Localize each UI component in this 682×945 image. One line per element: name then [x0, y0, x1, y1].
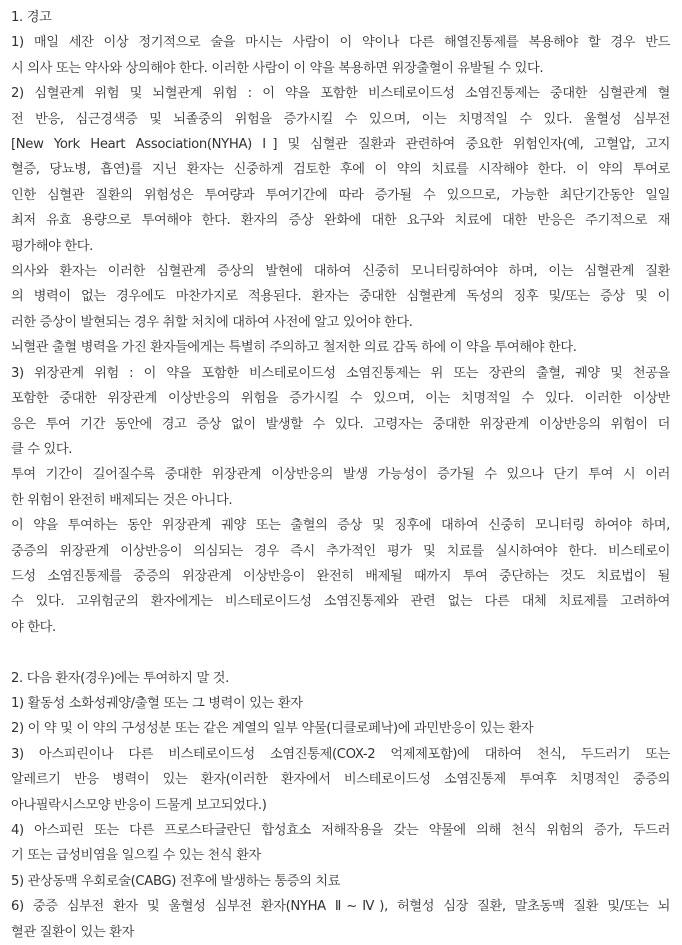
text-line: 이 약을 투여하는 동안 위장관계 궤양 또는 출혈의 증상 및 징후에 대하여 신중히 모니터링 하여야 하며, [11, 518, 670, 534]
text-line: 의사와 환자는 이러한 심혈관계 증상의 발현에 대하여 신중히 모니터링하여야 하며, 이는 심혈관계 질환 [11, 264, 670, 280]
text-line: 최저 유효 용량으로 투여해야 한다. 환자의 증상 완화에 대한 요구와 치료에 대한 반응은 주기적으로 재 [11, 213, 670, 229]
text-line: 한 위험이 완전히 배제되는 것은 아니다. [11, 492, 233, 508]
section-warnings [11, 5, 670, 640]
text-line: [New York Heart Association(NYHA) Ⅰ] 및 심혈관 질환과 관련하여 중요한 위험인자(예, 고혈압, 고지 [11, 137, 670, 153]
text-line: 야 한다. [11, 619, 56, 635]
text-line: 투여 기간이 길어질수록 중대한 위장관계 이상반응의 발생 가능성이 증가될 수 있으나 단기 투여 시 이러 [11, 467, 670, 483]
text-line: 중증의 위장관계 이상반응이 의심되는 경우 즉시 추가적인 평가 및 치료를 실시하여야 한다. 비스테로이 [11, 543, 670, 559]
section-contraindications [11, 666, 670, 945]
text-line: 인한 심혈관 질환의 위험성은 투여량과 투여기간에 따라 증가될 수 있으므로, 가능한 최단기간동안 일일 [11, 187, 670, 203]
text-line: 아나필락시스모양 반응이 드물게 보고되었다.) [11, 797, 267, 813]
text-line: 시 의사 또는 약사와 상의해야 한다. 이러한 사람이 이 약을 복용하면 위장출혈이 유발될 수 있다. [11, 60, 544, 76]
text-line: 러한 증상이 발현되는 경우 취할 처치에 대하여 사전에 알고 있어야 한다. [11, 314, 413, 330]
text-line: 2. 다음 환자(경우)에는 투여하지 말 것. [11, 670, 229, 686]
text-line: 의 병력이 없는 경우에도 마찬가지로 적용된다. 환자는 중대한 심혈관계 독성의 징후 및/또는 증상 및 이 [11, 289, 670, 305]
text-line: 6) 중증 심부전 환자 및 울혈성 심부전 환자(NYHA Ⅱ~Ⅳ), 허혈성 심장 질환, 말초동맥 질환 및/또는 뇌 [11, 899, 670, 915]
text-line: 클 수 있다. [11, 441, 73, 457]
text-line: 3) 위장관계 위험 : 이 약을 포함한 비스테로이드성 소염진통제는 위 또는 장관의 출혈, 궤양 및 천공을 [11, 365, 670, 381]
text-line: 뇌혈관 출혈 병력을 가진 환자들에게는 특별히 주의하고 철저한 의료 감독 하에 이 약을 투여해야 한다. [11, 340, 577, 356]
text-line: 평가해야 한다. [11, 238, 94, 254]
text-line: 3) 아스피린이나 다른 비스테로이드성 소염진통제(COX-2 억제제포함)에 대하여 천식, 두드러기 또는 [11, 746, 670, 762]
text-line: 혈증, 당뇨병, 흡연)를 지닌 환자는 신중하게 검토한 후에 이 약의 치료를 시작해야 한다. 이 약의 투여로 [11, 162, 670, 178]
text-line: 5) 관상동맥 우회로술(CABG) 전후에 발생하는 통증의 치료 [11, 873, 341, 889]
text-line: 알레르기 반응 병력이 있는 환자(이러한 환자에서 비스테로이드성 소염진통제 투여후 치명적인 중증의 [11, 772, 670, 788]
text-line: 1) 매일 세잔 이상 정기적으로 술을 마시는 사람이 이 약이나 다른 해열진통제를 복용해야 할 경우 반드 [11, 35, 670, 51]
text-line: 드성 소염진통제를 중증의 위장관계 이상반응이 완전히 배제될 때까지 투여 중단하는 것도 치료법이 될 [11, 568, 670, 584]
text-line: 1) 활동성 소화성궤양/출혈 또는 그 병력이 있는 환자 [11, 695, 303, 711]
text-line: 기 또는 급성비염을 일으킬 수 있는 천식 환자 [11, 848, 261, 864]
text-line: 1. 경고 [11, 10, 52, 25]
text-line: 포함한 중대한 위장관계 이상반응의 위험을 증가시킬 수 있으며, 이는 치명적일 수 있다. 이러한 이상반 [11, 391, 670, 407]
text-line: 혈관 질환이 있는 환자 [11, 924, 135, 940]
text-line: 2) 심혈관계 위험 및 뇌혈관계 위험 : 이 약을 포함한 비스테로이드성 소염진통제는 중대한 심혈관계 혈 [11, 86, 670, 102]
text-line: 4) 아스피린 또는 다른 프로스타글란딘 합성효소 저해작용을 갖는 약물에 의해 천식 위험의 증가, 두드러 [11, 822, 670, 838]
text-line: 수 있다. 고위험군의 환자에게는 비스테로이드성 소염진통제와 관련 없는 다른 대체 치료제를 고려하여 [11, 594, 670, 610]
text-line: 전 반응, 심근경색증 및 뇌졸중의 위험을 증가시킬 수 있으며, 이는 치명적일 수 있다. 울혈성 심부전 [11, 111, 670, 127]
text-line: 응은 투여 기간 동안에 경고 증상 없이 발생할 수 있다. 고령자는 중대한 위장관계 이상반응의 위험이 더 [11, 416, 670, 432]
section-spacer [11, 640, 670, 665]
text-line: 2) 이 약 및 이 약의 구성성분 또는 같은 계열의 일부 약물(디클로페낙)에 과민반응이 있는 환자 [11, 721, 534, 737]
